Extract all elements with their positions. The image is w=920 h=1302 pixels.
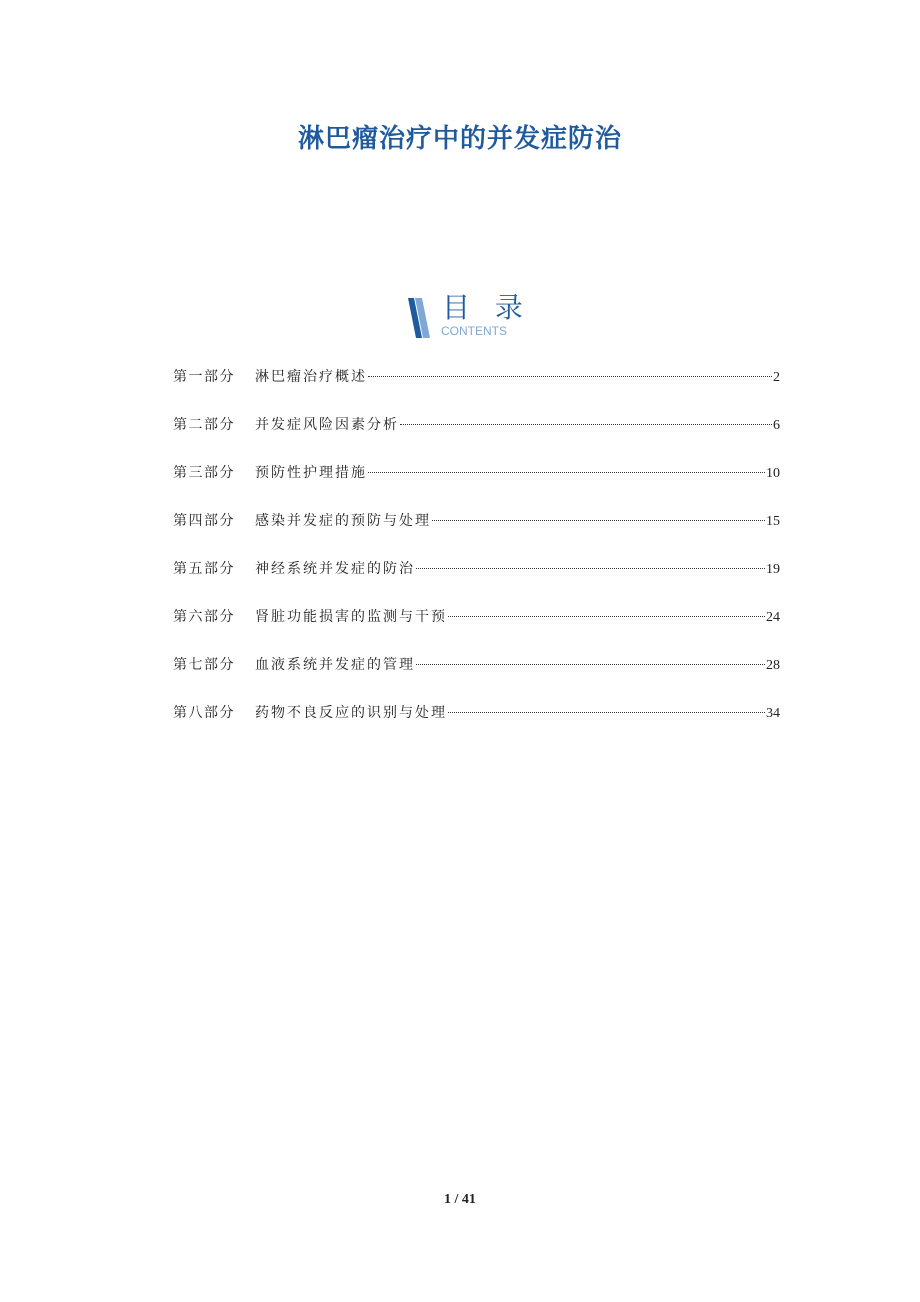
toc-entry[interactable] — [173, 702, 780, 750]
toc-entry-part: 第二部分 — [173, 417, 235, 433]
toc-entry-part: 第七部分 — [173, 657, 235, 673]
toc-heading: 目 录 — [442, 291, 531, 324]
toc-entry-title: 并发症风险因素分析 — [255, 417, 399, 433]
toc-list — [173, 366, 780, 750]
toc-entry-part: 第六部分 — [173, 609, 235, 625]
toc-entry-page: 19 — [766, 562, 780, 577]
toc-entry[interactable] — [173, 510, 780, 558]
toc-entry-page: 6 — [773, 418, 780, 433]
toc-dot-leader — [432, 520, 765, 521]
toc-entry-title: 肾脏功能损害的监测与干预 — [255, 609, 447, 625]
toc-entry[interactable] — [173, 462, 780, 510]
toc-entry-page: 34 — [766, 706, 780, 721]
toc-entry-title: 血液系统并发症的管理 — [255, 657, 415, 673]
slanted-bars-emblem-icon — [406, 296, 430, 340]
toc-dot-leader — [448, 616, 765, 617]
toc-entry-part: 第一部分 — [173, 369, 235, 385]
toc-entry-part: 第五部分 — [173, 561, 235, 577]
toc-entry-title: 药物不良反应的识别与处理 — [255, 705, 447, 721]
page-number: 1 / 41 — [444, 1192, 476, 1207]
toc-entry-page: 2 — [773, 370, 780, 385]
toc-entry-page: 24 — [766, 610, 780, 625]
toc-entry-page: 28 — [766, 658, 780, 673]
document-title: 淋巴瘤治疗中的并发症防治 — [297, 124, 622, 154]
toc-entry-title: 淋巴瘤治疗概述 — [255, 369, 367, 385]
toc-entry-page: 15 — [766, 514, 780, 529]
toc-dot-leader — [368, 376, 772, 377]
toc-dot-leader — [368, 472, 765, 473]
toc-entry-part: 第八部分 — [173, 705, 235, 721]
toc-entry-page: 10 — [766, 466, 780, 481]
toc-entry-title: 预防性护理措施 — [255, 465, 367, 481]
toc-subheading: CONTENTS — [441, 324, 507, 338]
toc-header — [400, 292, 530, 342]
toc-entry[interactable] — [173, 558, 780, 606]
toc-entry-part: 第三部分 — [173, 465, 235, 481]
toc-dot-leader — [416, 568, 765, 569]
toc-entry-part: 第四部分 — [173, 513, 235, 529]
toc-entry[interactable] — [173, 606, 780, 654]
toc-entry[interactable] — [173, 654, 780, 702]
toc-entry[interactable] — [173, 366, 780, 414]
toc-dot-leader — [400, 424, 772, 425]
toc-dot-leader — [448, 712, 765, 713]
toc-entry-title: 感染并发症的预防与处理 — [255, 513, 431, 529]
toc-entry-title: 神经系统并发症的防治 — [255, 561, 415, 577]
toc-dot-leader — [416, 664, 765, 665]
toc-entry[interactable] — [173, 414, 780, 462]
